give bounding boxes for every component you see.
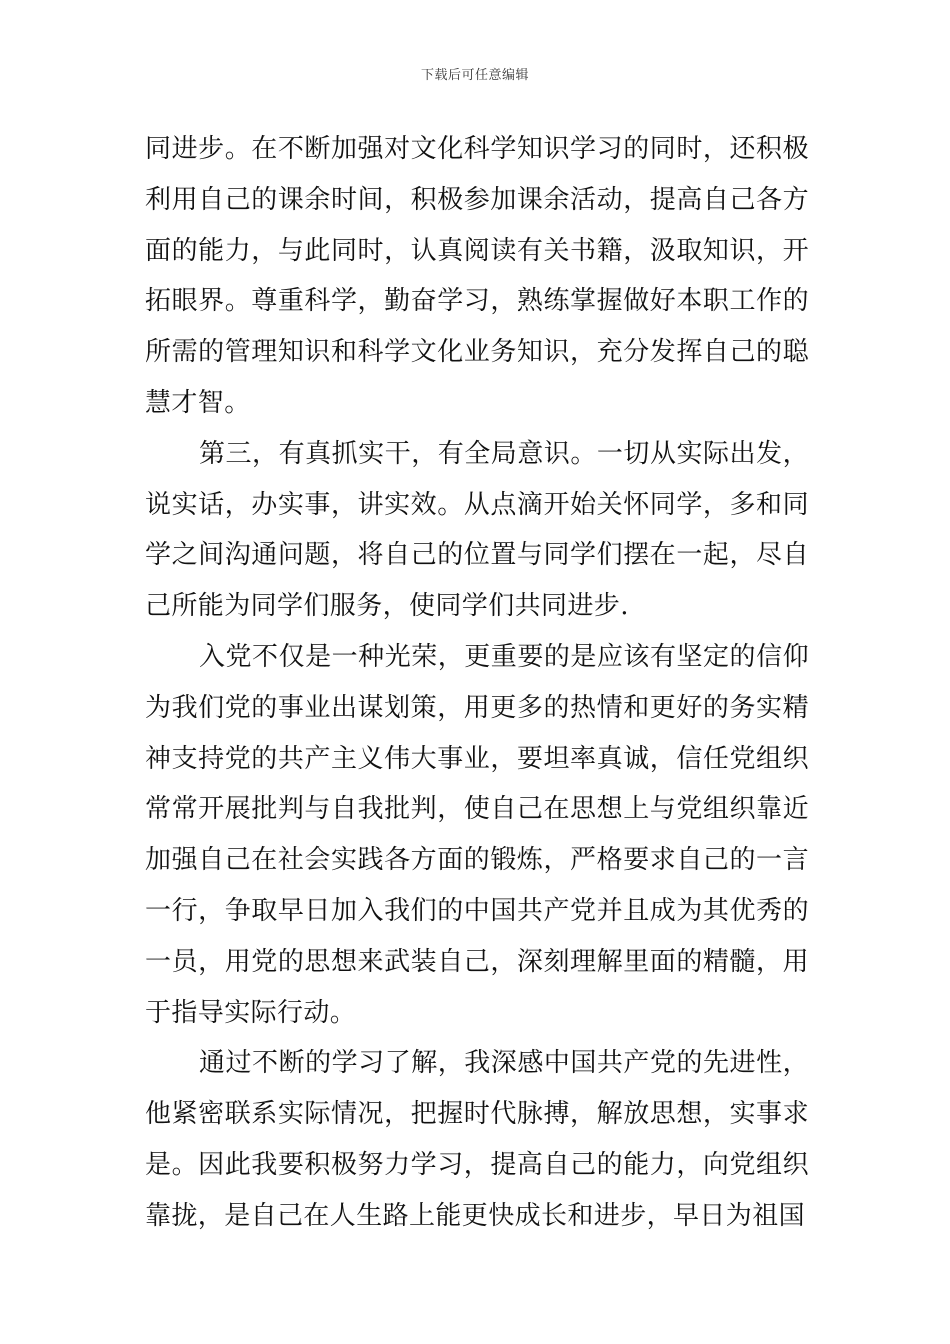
page-header-note: 下载后可任意编辑 [420,68,529,83]
paragraph-continuation: 同进步。在不断加强对文化科学知识学习的同时，还积极利用自己的课余时间，积极参加课余活动，提高自己各方面的能力，与此同时，认真阅读有关书籍，汲取知识，开拓眼界。尊重科学，勤奋学习，熟练掌握做好本职工作的所需的管理知识和科学文化业务知识，充分发挥自己的聪慧才智。 [145,134,809,418]
document-body [145,124,809,1242]
paragraph-party-membership: 入党不仅是一种光荣，更重要的是应该有坚定的信仰为我们党的事业出谋划策，用更多的热情和更好的务实精神支持党的共产主义伟大事业，要坦率真诚，信任党组织常常开展批判与自我批判，使自己在思想上与党组织靠近加强自己在社会实践各方面的锻炼，严格要求自己的一言一行，争取早日加入我们的中国共产党并且成为其优秀的一员，用党的思想来武装自己，深刻理解里面的精髓，用于指导实际行动。 [145,641,809,1028]
paragraph-conclusion: 通过不断的学习了解，我深感中国共产党的先进性，他紧密联系实际情况，把握时代脉搏，解放思想，实事求是。因此我要积极努力学习，提高自己的能力，向党组织靠拢，是自己在人生路上能更快成长和进步，早日为祖国 [145,1048,809,1231]
paragraph-third-point: 第三，有真抓实干，有全局意识。一切从实际出发，说实话，办实事，讲实效。从点滴开始关怀同学，多和同学之间沟通问题，将自己的位置与同学们摆在一起，尽自己所能为同学们服务，使同学们共同进步. [145,438,809,622]
